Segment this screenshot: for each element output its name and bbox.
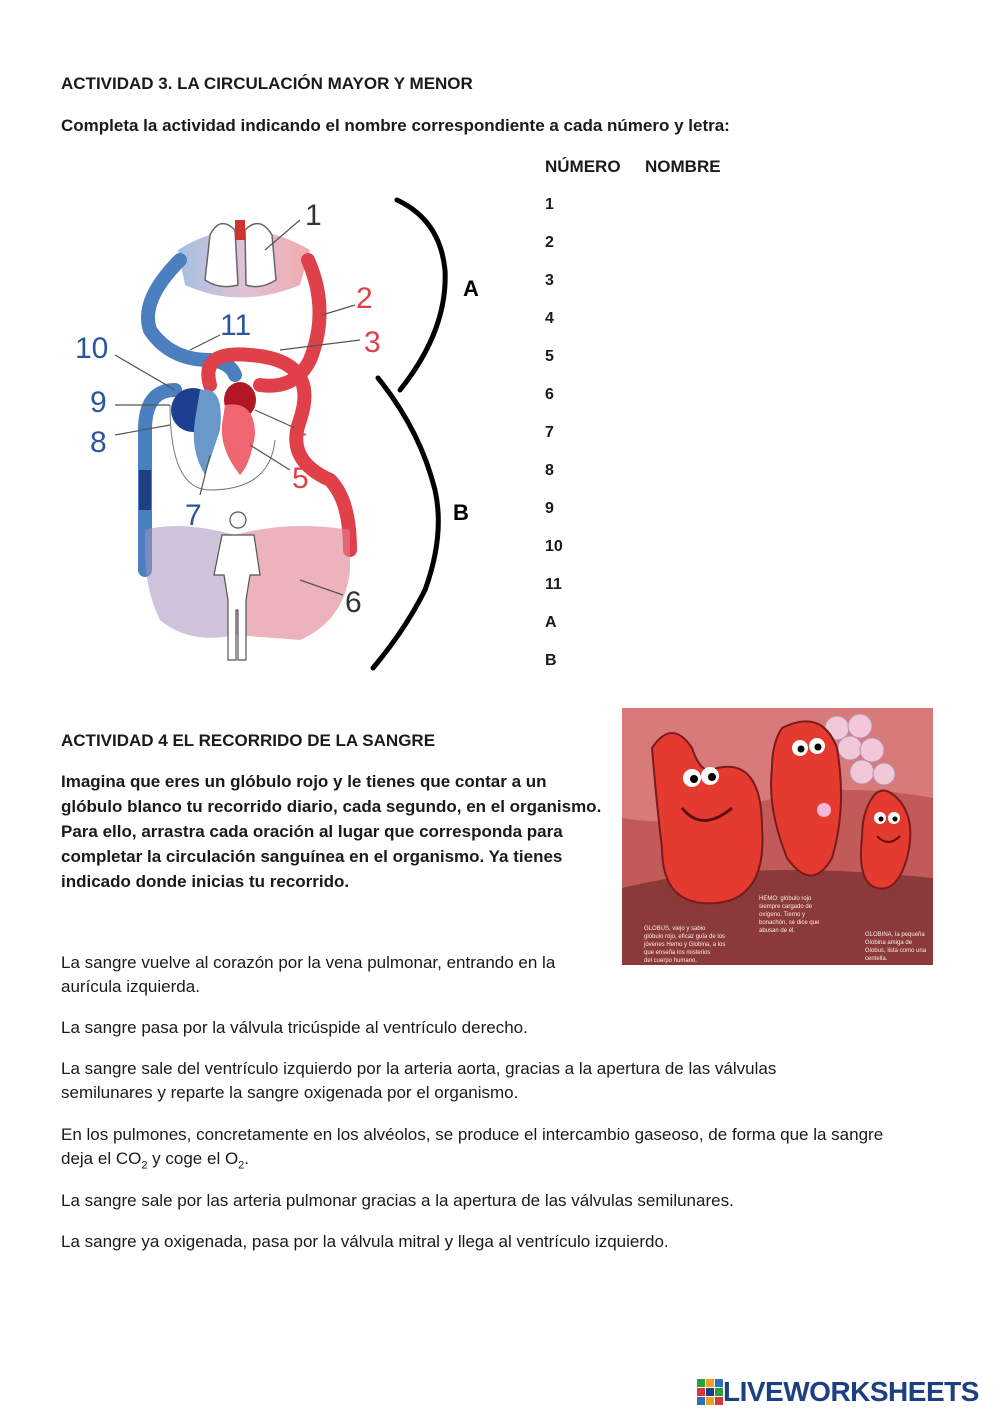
- table-row-label: 6: [545, 386, 554, 403]
- brand-name: LIVEWORKSHEETS: [723, 1376, 979, 1407]
- diagram-label-7: 7: [185, 499, 202, 532]
- activity4-instruction: Imagina que eres un glóbulo rojo y le tienes que contar a un glóbulo blanco tu recorrido diario, cada segundo, en el organismo. Para ello, arrastra cada oración al lugar que corresponda para completar la circulación sanguínea en el organismo. Ya tienes indicado donde inicias tu recorrido.: [61, 772, 602, 891]
- svg-text:del cuerpo humano.: del cuerpo humano.: [644, 958, 698, 964]
- table-row-label: 1: [545, 196, 554, 213]
- liveworksheets-logo-icon: [697, 1377, 723, 1407]
- svg-text:Globus, lista como una: Globus, lista como una: [865, 948, 927, 954]
- svg-text:jóvenes Hemo y Globina, a los: jóvenes Hemo y Globina, a los: [644, 942, 726, 948]
- sentence-2[interactable]: La sangre pasa por la válvula tricúspide al ventrículo derecho.: [61, 1018, 528, 1037]
- diagram-label-5: 5: [292, 462, 309, 495]
- lung-capillaries: [178, 230, 310, 298]
- liveworksheets-logo: [697, 1376, 979, 1408]
- table-row-label: 9: [545, 500, 554, 517]
- svg-text:bonachón, se dice que: bonachón, se dice que: [759, 920, 820, 926]
- svg-text:glóbulo rojo, eficaz guía de l: glóbulo rojo, eficaz guía de los: [644, 934, 726, 940]
- svg-text:GLOBINA, la pequeña: GLOBINA, la pequeña: [865, 932, 925, 938]
- sentence-5[interactable]: La sangre sale por las arteria pulmonar gracias a la apertura de las válvulas semilunares.: [61, 1191, 734, 1210]
- left-ventricle: [222, 404, 255, 475]
- svg-text:GLOBUS, viejo y sabio: GLOBUS, viejo y sabio: [644, 926, 706, 932]
- svg-text:oxígeno. Tierno y: oxígeno. Tierno y: [759, 912, 806, 918]
- table-row-label: 7: [545, 424, 554, 441]
- diagram-label-10: 10: [75, 332, 109, 365]
- diagram-label-4: 4: [290, 414, 307, 447]
- table-row-label: A: [545, 614, 557, 631]
- activity4-title: ACTIVIDAD 4 EL RECORRIDO DE LA SANGRE: [61, 731, 436, 750]
- bracket-label-a: A: [463, 276, 479, 301]
- diagram-label-2: 2: [356, 282, 373, 315]
- table-row-label: B: [545, 652, 557, 669]
- table-row-label: 4: [545, 310, 554, 327]
- red-blood-cells-cartoon: [622, 708, 933, 965]
- activity3-instruction: Completa la actividad indicando el nombre correspondiente a cada número y letra:: [61, 116, 730, 135]
- sentence-4[interactable]: En los pulmones, concretamente en los alvéolos, se produce el intercambio gaseoso, de forma que la sangre deja el $CO_2$ y coge el $O_2$.: [61, 1125, 884, 1172]
- table-row-label: 10: [545, 538, 563, 555]
- table-row-label: 11: [545, 576, 562, 593]
- diagram-label-11: 11: [220, 309, 252, 342]
- table-header-name: NOMBRE: [645, 157, 721, 176]
- table-row-label: 2: [545, 234, 554, 251]
- table-row-label: 8: [545, 462, 554, 479]
- svg-text:HEMO: glóbulo rojo: HEMO: glóbulo rojo: [759, 896, 812, 902]
- table-header-number: NÚMERO: [545, 157, 621, 176]
- table-row-label: 3: [545, 272, 554, 289]
- diagram-label-8: 8: [90, 426, 107, 459]
- sentence-3[interactable]: La sangre sale del ventrículo izquierdo por la arteria aorta, gracias a la apertura de las válvulas semilunares y reparte la sangre oxigenada por el organismo.: [61, 1059, 777, 1102]
- diagram-label-9: 9: [90, 386, 107, 419]
- bracket-label-b: B: [453, 500, 469, 525]
- sentence-6[interactable]: La sangre ya oxigenada, pasa por la válvula mitral y llega al ventrículo izquierdo.: [61, 1232, 669, 1251]
- svg-text:abusan de él.: abusan de él.: [759, 928, 796, 934]
- svg-text:siempre cargado de: siempre cargado de: [759, 904, 813, 910]
- table-row-label: 5: [545, 348, 554, 365]
- svg-text:Globina amiga de: Globina amiga de: [865, 940, 913, 946]
- svg-text:que enseña los misterios: que enseña los misterios: [644, 950, 711, 956]
- diagram-label-1: 1: [305, 199, 322, 232]
- brace-a: [397, 200, 445, 390]
- diagram-label-6: 6: [345, 586, 362, 619]
- sentence-1[interactable]: La sangre vuelve al corazón por la vena pulmonar, entrando en la aurícula izquierda.: [61, 953, 556, 996]
- activity3-title: ACTIVIDAD 3. LA CIRCULACIÓN MAYOR Y MENOR: [61, 74, 473, 93]
- svg-text:centella.: centella.: [865, 956, 888, 962]
- diagram-label-3: 3: [364, 326, 381, 359]
- brace-b: [373, 378, 438, 668]
- circulation-diagram: [60, 190, 500, 680]
